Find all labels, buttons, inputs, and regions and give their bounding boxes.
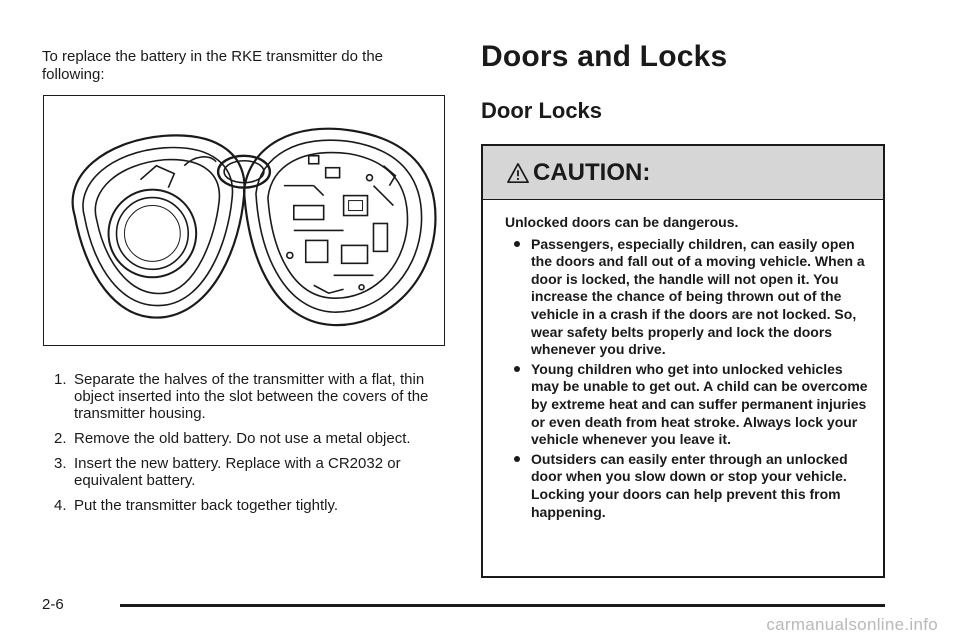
subsection-heading: Door Locks <box>481 98 603 123</box>
step-number: 2. <box>54 430 67 447</box>
caution-bullet <box>505 361 869 449</box>
bullet-dot-icon <box>514 456 520 462</box>
step-item <box>54 455 454 489</box>
caution-bullet-text: Passengers, especially children, can easily open the doors and fall out of a moving vehicle. When a door is locked, the handle will not open it. You increase the chance of being thrown out of the vehicle in a crash if the doors are not locked. So, wear safety belts properly and lock the doors whenever you drive. <box>531 235 865 358</box>
caution-bullet-list <box>505 236 869 522</box>
bullet-dot-icon <box>514 366 520 372</box>
caution-box <box>481 144 885 578</box>
caution-header <box>483 146 883 200</box>
footer-rule <box>120 604 885 607</box>
step-text: Insert the new battery. Replace with a CR2032 or equivalent battery. <box>74 455 401 489</box>
step-item <box>54 497 454 514</box>
intro-text: To replace the battery in the RKE transmitter do the following: <box>42 48 384 83</box>
caution-bullet-text: Young children who get into unlocked vehicles may be unable to get out. A child can be overcome by extreme heat and can suffer permanent injuries or even death from heat stroke. Always lock your vehicle whenever you leave it. <box>531 360 868 448</box>
step-text: Put the transmitter back together tightly. <box>74 497 339 514</box>
warning-triangle-icon <box>507 162 529 184</box>
caution-title: CAUTION: <box>533 158 651 186</box>
step-number: 4. <box>54 497 67 514</box>
bullet-dot-icon <box>514 241 520 247</box>
rke-transmitter-illustration-icon <box>44 96 444 345</box>
step-item <box>54 371 454 422</box>
transmitter-figure <box>43 95 445 346</box>
caution-body <box>483 200 883 521</box>
step-text: Remove the old battery. Do not use a metal object. <box>74 430 411 447</box>
caution-intro: Unlocked doors can be dangerous. <box>505 214 739 230</box>
step-number: 3. <box>54 455 67 472</box>
step-text: Separate the halves of the transmitter with a flat, thin object inserted into the slot between the covers of the transmitter housing. <box>74 371 429 422</box>
section-heading: Doors and Locks <box>481 40 728 73</box>
caution-bullet <box>505 451 869 521</box>
step-number: 1. <box>54 371 67 388</box>
step-item <box>54 430 454 447</box>
caution-bullet <box>505 236 869 359</box>
battery-steps-list <box>54 371 454 522</box>
page-number: 2-6 <box>42 596 64 613</box>
caution-bullet-text: Outsiders can easily enter through an unlocked door when you slow down or stop your vehicle. Locking your doors can help prevent this from happening. <box>531 450 848 520</box>
watermark: carmanualsonline.info <box>766 615 938 634</box>
